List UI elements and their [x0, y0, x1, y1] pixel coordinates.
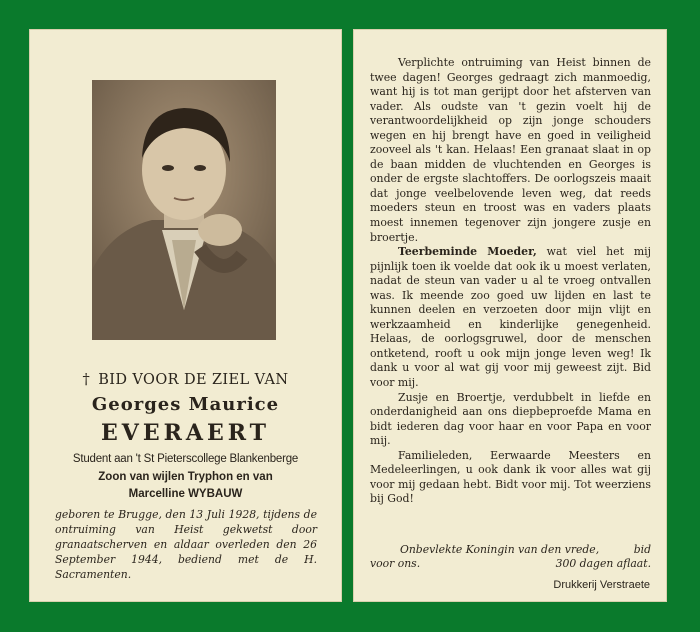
memorial-card-back: [353, 29, 667, 602]
parents-line-1: Zoon van wijlen Tryphon en van: [98, 471, 273, 483]
birth-death-text: geboren te Brugge, den 13 Juli 1928, tijdens de ontruiming van Heist gekwetst door granaatscherven en aldaar overleden den 26 September 1944, bediend met de H. Sacramenten.: [55, 508, 317, 581]
closing-line-2a: voor ons.: [370, 557, 421, 570]
memorial-text: [370, 56, 651, 507]
closing-line-1b: bid: [633, 543, 651, 556]
closing-line-2b: 300 dagen aflaat.: [555, 557, 651, 570]
deceased-first-names: Georges Maurice: [91, 394, 280, 415]
paragraph-evacuation: Verplichte ontruiming van Heist binnen de twee dagen! Georges gedraagt zich manmoedig, want hij is tot man gerijpt door het afsterven van vader. Als oudste van 't gezin voelt hij de verantwoordelijkheid op zijn jonge schouders wegen en hij brengt have en goed in veiligheid zooveel als 't kan. Helaas! Een granaat slaat in op de baan midden de vluchtenden en Georges is onder de ergste slachtoffers. De oorlogszeis maait dat jonge veelbelovende leven weg, dat reeds moeders steun en troost was en vaders plaats moest innemen tegenover zijn jongere zusje en broertje.: [370, 56, 651, 244]
prayer-title-text: BID VOOR DE ZIEL VAN: [98, 372, 289, 388]
mother-heading: Teerbeminde Moeder,: [398, 245, 537, 259]
mother-text: wat viel het mij pijnlijk toen ik voelde dat ook ik u moest verlaten, nadat de steun van vader u al te vroeg ontvallen was. Ik meende zoo goed uw lijden en last te kunnen deelen en verzoeten door mijn vlijt en werkzaamheid en kinderlijke genegenheid. Helaas, de oorlogsgruwel, door de menschen ontketend, rooft u ook mijn jonge leven weg! Ik dank u voor al wat gij voor mij geweest zijt. Bid voor mij.: [370, 245, 652, 390]
paragraph-family: Familieleden, Eerwaarde Meesters en Medeleerlingen, u ook dank ik voor alles wat gij voor mij gedaan hebt. Bidt voor mij. Tot weerziens bij God!: [370, 448, 651, 506]
indulgence-prayer: [370, 543, 651, 571]
memorial-card-front: [29, 29, 342, 602]
deceased-surname: EVERAERT: [101, 420, 270, 446]
printer-credit: Drukkerij Verstraete: [553, 579, 650, 591]
parents-line-2: Marcelline WYBAUW: [128, 488, 243, 500]
portrait-photo: [92, 80, 276, 340]
prayer-title: [29, 372, 342, 388]
closing-line-1a: Onbevlekte Koningin van den vrede,: [400, 543, 600, 556]
paragraph-mother: [370, 245, 651, 390]
school-line: Student aan 't St Pieterscollege Blankenberge: [72, 453, 299, 465]
paragraph-siblings: Zusje en Broertje, verdubbelt in liefde en onderdanigheid aan ons diepbeproefde Mama en bidt iederen dag voor haar en voor Papa en voor mij.: [370, 390, 651, 448]
cross-icon: †: [82, 372, 91, 388]
